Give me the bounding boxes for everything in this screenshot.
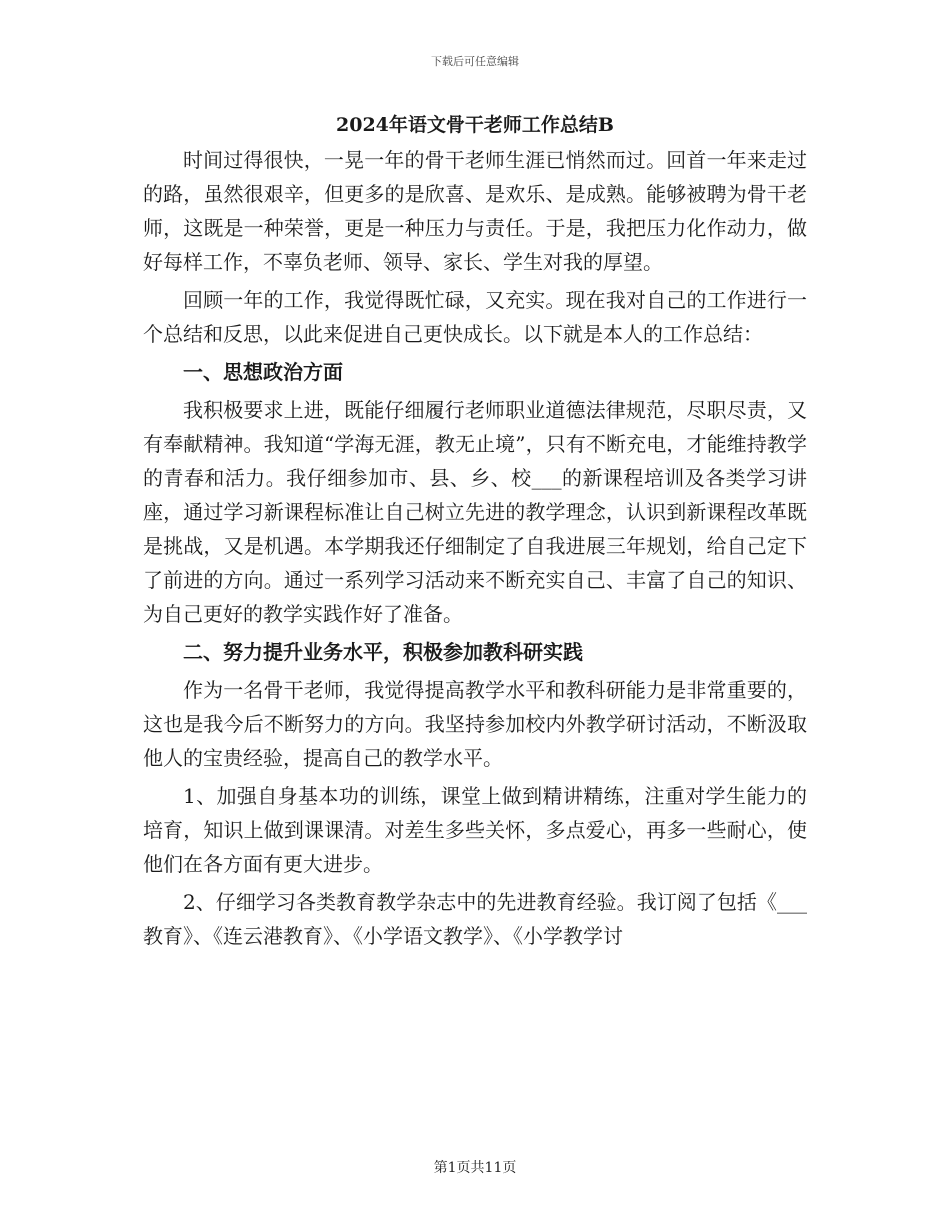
paragraph-intro: 时间过得很快，一晃一年的骨干老师生涯已悄然而过。回首一年来走过的路，虽然很艰辛，但更多的是欣喜、是欢乐、是成熟。能够被聘为骨干老师，这既是一种荣誉，更是一种压力与责任。于是，我把压力化作动力，做好每样工作，不辜负老师、领导、家长、学生对我的厚望。 [143,148,807,274]
section-heading-professional: 二、努力提升业务水平，积极参加教科研实践 [183,640,583,664]
paragraph-professional: 作为一名骨干老师，我觉得提高教学水平和教科研能力是非常重要的，这也是我今后不断努力的方向。我坚持参加校内外教学研讨活动，不断汲取他人的宝贵经验，提高自己的教学水平。 [143,678,807,770]
page-number: 第1页共11页 [433,1160,517,1176]
document-title: 2024年语文骨干老师工作总结B [336,114,614,136]
paragraph-ideology: 我积极要求上进，既能仔细履行老师职业道德法律规范，尽职尽责，又有奉献精神。我知道“学海无涯，教无止境”，只有不断充电，才能维持教学的青春和活力。我仔细参加市、县、乡、校___的新课程培训及各类学习讲座，通过学习新课程标准让自己树立先进的教学理念，认识到新课程改革既是挑战，又是机遇。本学期我还仔细制定了自我进展三年规划，给自己定下了前进的方向。通过一系列学习活动来不断充实自己、丰富了自己的知识、为自己更好的教学实践作好了准备。 [143,398,807,626]
paragraph-item-1: 1、加强自身基本功的训练，课堂上做到精讲精练，注重对学生能力的培育，知识上做到课课清。对差生多些关怀，多点爱心，再多一些耐心，使他们在各方面有更大进步。 [143,784,807,876]
page-header-note: 下载后可任意编辑 [431,55,519,68]
paragraph-item-2: 2、仔细学习各类教育教学杂志中的先进教育经验。我订阅了包括《___教育》、《连云港教育》、《小学语文教学》、《小学教学讨 [143,890,807,948]
paragraph-review: 回顾一年的工作，我觉得既忙碌，又充实。现在我对自己的工作进行一个总结和反思，以此来促进自己更快成长。以下就是本人的工作总结： [143,288,807,346]
document-body [143,111,807,957]
section-heading-ideology: 一、思想政治方面 [183,360,343,384]
